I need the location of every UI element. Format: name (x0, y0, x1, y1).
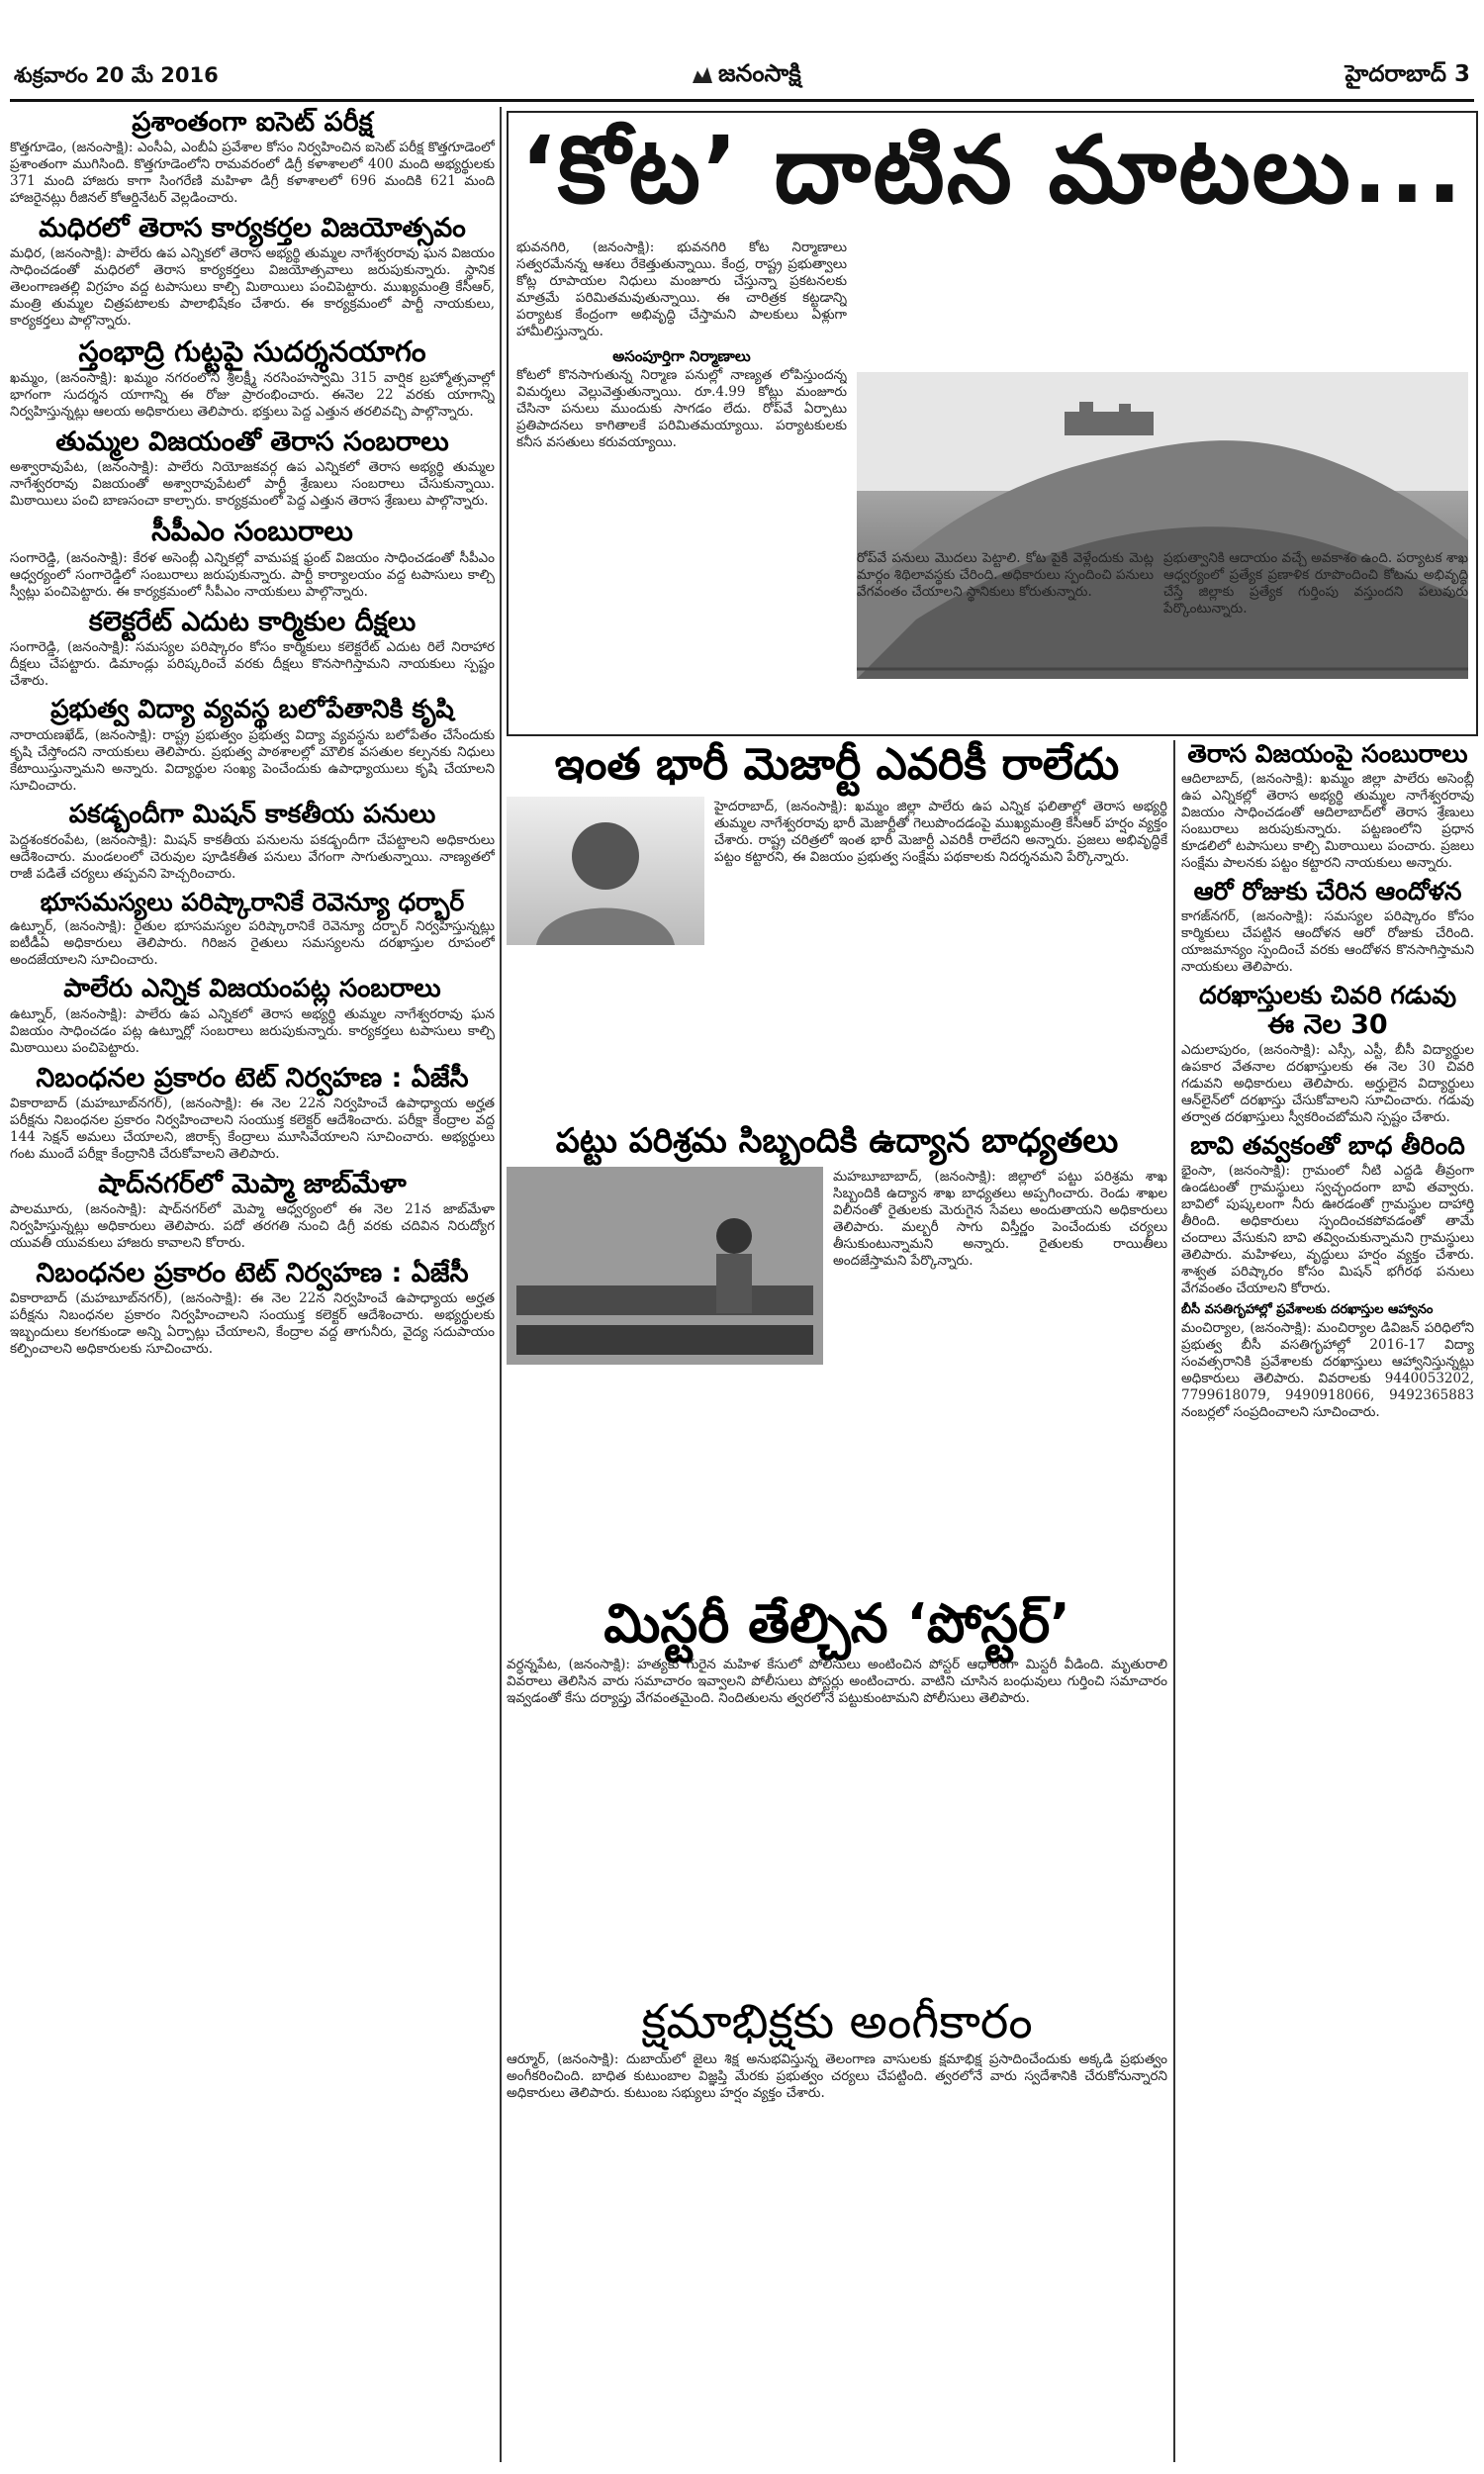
lead-text-column-4 (1163, 548, 1468, 728)
headline: తుమ్మల విజయంతో తెరాస సంబరాలు (55, 427, 449, 458)
story-kcr-majority (507, 740, 1167, 1116)
portrait-image (507, 797, 704, 945)
headline: బీసీ వసతిగృహాల్లో ప్రవేశాలకు దరఖాస్తుల ఆహ్వానం (1181, 1302, 1434, 1318)
story-body: వర్ధన్నపేట, (జనంసాక్షి): హత్యకు గురైన మహిళ కేసులో పోలీసులు అంటించిన పోస్టర్ ఆధారంగా మిస్టరీ వీడింది. మృతురాలి వివరాలు తెలిసిన వారు సమాచారం ఇవ్వాలని పోలీసులు పోస్టర్లు అంటించారు. వాటిని చూసిన బంధువులు గుర్తించి సమాచారం ఇవ్వడంతో కేసు దర్యాప్తు వేగవంతమైంది. నిందితులను త్వరలోనే పట్టుకుంటామని పోలీసులు తెలిపారు. (507, 1657, 1167, 1707)
story-pardon (507, 1995, 1167, 2411)
right-column (1181, 740, 1474, 2462)
headline: తెరాస విజయంపై సంబురాలు (1187, 740, 1468, 768)
story-body: మంచిర్యాల, (జనంసాక్షి): మంచిర్యాల డివిజన్ పరిధిలోని ప్రభుత్వ బీసీ వసతిగృహాల్లో 2016-17 విద్యా సంవత్సరానికి ప్రవేశాలకు దరఖాస్తులు ఆహ్వానిస్తున్నట్లు అధికారులు తెలిపారు. వివరాలకు 9440053202, 7799618079, 9490918066, 9492365883 నంబర్లలో సంప్రదించాలని సూచించారు. (1181, 1319, 1474, 1420)
story-tet-2 (10, 1258, 495, 1358)
headline: పాలేరు ఎన్నిక విజయంపట్ల సంబరాలు (63, 974, 441, 1004)
headline: కలెక్టరేట్ ఎదుట కార్మికుల దీక్షలు (88, 606, 417, 637)
story-sericulture (507, 1122, 1167, 1587)
story-body: వికారాబాద్ (మహబూబ్‌నగర్), (జనంసాక్షి): ఈ నెల 22న నిర్వహించే ఉపాధ్యాయ అర్హత పరీక్షను నిబంధనల ప్రకారం నిర్వహించాలని సంయుక్త కలెక్టర్ ఆదేశించారు. అభ్యర్థులకు ఇబ్బందులు కలగకుండా అన్ని ఏర్పాట్లు చేయాలని, కేంద్రాల వద్ద తాగునీరు, వైద్య సదుపాయం కల్పించాలని అధికారులకు సూచించారు. (10, 1290, 495, 1358)
column-divider (1173, 740, 1175, 2462)
subheadline: ఈ నెల 30 (1267, 1009, 1388, 1041)
lead-body-3: రోప్‌వే పనులు మొదలు పెట్టాలి. కోట పైకి వెళ్లేందుకు మెట్ల మార్గం శిథిలావస్థకు చేరింది. అధికారులు స్పందించి పనులు వేగవంతం చేయాలని స్థానికులు కోరుతున్నారు. (857, 550, 1154, 600)
lead-story-box (507, 111, 1478, 736)
kcr-photo (507, 797, 704, 945)
logo-text: జనంసాక్షి (718, 59, 801, 87)
story-cpm (10, 516, 495, 600)
story-body: ఖమ్మం, (జనంసాక్షి): ఖమ్మం నగరంలోని శ్రీలక్ష్మీ నరసింహస్వామి 315 వార్షిక బ్రహ్మోత్సవాల్లో భాగంగా సుదర్శన యాగాన్ని ఈ రోజు ప్రారంభించారు. ఈనెల 22 వరకు యాగాన్ని నిర్వహిస్తున్నట్లు ఆలయ అధికారులు తెలిపారు. భక్తులు పెద్ద ఎత్తున తరలివచ్చి పాల్గొన్నారు. (10, 370, 495, 421)
story-sudarshana-yagam (10, 335, 495, 421)
story-body: సంగారెడ్డి, (జనంసాక్షి): సమస్యల పరిష్కారం కోసం కార్మికులు కలెక్టరేట్ ఎదుట రిలే నిరాహార దీక్షలు చేపట్టారు. డిమాండ్లు పరిష్కరించే వరకు దీక్షలు కొనసాగిస్తామని నాయకులు స్పష్టం చేశారు. (10, 638, 495, 689)
story-well-digging (1181, 1132, 1474, 1297)
headline: పకడ్బందీగా మిషన్ కాకతీయ పనులు (68, 799, 436, 829)
story-trs-celebration (1181, 740, 1474, 872)
story-body: భైంసా, (జనంసాక్షి): గ్రామంలో నీటి ఎద్దడి తీవ్రంగా ఉండటంతో గ్రామస్థులు స్వచ్ఛందంగా బావి తవ్వారు. బావిలో పుష్కలంగా నీరు ఊరడంతో గ్రామస్థుల దాహార్తి తీరింది. అధికారులు స్పందించకపోవడంతో తామే చందాలు వేసుకుని బావి తవ్వించుకున్నామని గ్రామస్థులు తెలిపారు. మహిళలు, వృద్ధులు హర్షం వ్యక్తం చేశారు. శాశ్వత పరిష్కారం కోసం మిషన్ భగీరథ పనులు వేగవంతం చేయాలని కోరారు. (1181, 1163, 1474, 1297)
headline: పట్టు పరిశ్రమ సిబ్బందికి ఉద్యాన బాధ్యతలు (555, 1122, 1119, 1161)
newspaper-logo (693, 59, 801, 93)
headline: క్షమాభిక్షకు అంగీకారం (641, 1995, 1033, 2049)
story-body: కొత్తగూడెం, (జనంసాక్షి): ఎంసీఏ, ఎంబీఏ ప్రవేశాల కోసం నిర్వహించిన ఐసెట్ పరీక్ష కొత్తగూడెంలో ప్రశాంతంగా ముగిసింది. కొత్తగూడెంలోని రామవరంలో డిగ్రీ కళాశాలలో 400 మంది అభ్యర్థులకు 371 మంది హాజరు కాగా సింగరేణి మహిళా డిగ్రీ కళాశాలలో 696 మందికి 621 మంది హాజరైనట్లు రీజినల్ కోఆర్డినేటర్ వెల్లడించారు. (10, 140, 495, 207)
headline: భూసమస్యలు పరిష్కారానికే రెవెన్యూ ధర్బార్ (40, 887, 465, 916)
story-body: నారాయణఖేడ్, (జనంసాక్షి): రాష్ట్ర ప్రభుత్వం ప్రభుత్వ విద్యా వ్యవస్థను బలోపేతం చేసేందుకు కృషి చేస్తోందని నాయకులు తెలిపారు. ప్రభుత్వ పాఠశాలల్లో మౌలిక వసతుల కల్పనకు నిధులు కేటాయిస్తున్నామని అన్నారు. విద్యార్థుల సంఖ్య పెంచేందుకు ఉపాధ్యాయులు కృషి చేయాలని సూచించారు. (10, 726, 495, 794)
story-body: ఉట్నూర్, (జనంసాక్షి): పాలేరు ఉప ఎన్నికలో తెరాస అభ్యర్థి తుమ్మల నాగేశ్వరరావు ఘన విజయం సాధించడం పట్ల ఉట్నూర్లో సంబరాలు జరుపుకున్నారు. కార్యకర్తలు టపాసులు కాల్చి మిఠాయిలు పంచిపెట్టారు. (10, 1006, 495, 1057)
lead-text-column-1 (516, 238, 847, 728)
headline: దరఖాస్తులకు చివరి గడువు (1198, 980, 1457, 1009)
lead-body-4: ప్రభుత్వానికి ఆదాయం వచ్చే అవకాశం ఉంది. పర్యాటక శాఖ ఆధ్వర్యంలో ప్రత్యేక ప్రణాళిక రూపొందించి కోటను అభివృద్ధి చేస్తే జిల్లాకు ప్రత్యేక గుర్తింపు వస్తుందని పలువురు పేర్కొంటున్నారు. (1163, 550, 1468, 617)
story-body: ఉట్నూర్, (జనంసాక్షి): రైతుల భూసమస్యల పరిష్కారానికే రెవెన్యూ దర్బార్ నిర్వహిస్తున్నట్లు ఐటీడీఏ అధికారులు తెలిపారు. గిరిజన రైతులు సమస్యలను దరఖాస్తుల రూపంలో అందజేయాలని సూచించారు. (10, 918, 495, 969)
headline: సీపీఎం సంబురాలు (151, 515, 353, 548)
story-protest-day-six (1181, 878, 1474, 976)
headline: షాద్‌నగర్‌లో మెప్మా జాబ్‌మేళా (98, 1169, 407, 1200)
story-madhira (10, 213, 495, 330)
issue-date: శుక్రవారం 20 మే 2016 (14, 63, 219, 87)
headline: స్తంభాద్రి గుట్టపై సుదర్శనయాగం (78, 334, 426, 369)
story-body: ఆర్మూర్, (జనంసాక్షి): దుబాయ్‌లో జైలు శిక్ష అనుభవిస్తున్న తెలంగాణ వాసులకు క్షమాభిక్ష ప్రసాదించేందుకు అక్కడి ప్రభుత్వం అంగీకరించింది. బాధిత కుటుంబాల విజ్ఞప్తి మేరకు ప్రభుత్వం చర్యలు చేపట్టింది. త్వరలోనే వారు స్వదేశానికి చేరుకోనున్నారని అధికారులు తెలిపారు. కుటుంబ సభ్యులు హర్షం వ్యక్తం చేశారు. (507, 2051, 1167, 2102)
headline: నిబంధనల ప్రకారం టెట్ నిర్వహణ : ఏజేసీ (36, 1258, 469, 1289)
story-body: హైదరాబాద్, (జనంసాక్షి): ఖమ్మం జిల్లా పాలేరు ఉప ఎన్నిక ఫలితాల్లో తెరాస అభ్యర్థి తుమ్మల నాగేశ్వరరావు భారీ మెజార్టీతో గెలుపొందడంపై ముఖ్యమంత్రి కేసీఆర్ హర్షం వ్యక్తం చేశారు. రాష్ట్ర చరిత్రలో ఇంత భారీ మెజార్టీ ఎవరికీ రాలేదని అన్నారు. ప్రజలు అభివృద్ధికే పట్టం కట్టారని, ఈ విజయం ప్రభుత్వ సంక్షేమ పథకాలకు నిదర్శనమని పేర్కొన్నారు. (714, 798, 1167, 865)
center-column (507, 740, 1167, 2462)
column-divider (500, 107, 502, 2462)
story-job-mela (10, 1169, 495, 1252)
story-tummala-vijayam (10, 427, 495, 510)
story-body: పాలమూరు, (జనంసాక్షి): షాద్‌నగర్‌లో మెప్మా ఆధ్వర్యంలో ఈ నెల 21న జాబ్‌మేళా నిర్వహిస్తున్నట్లు అధికారులు తెలిపారు. పదో తరగతి నుంచి డిగ్రీ వరకు చదివిన నిరుద్యోగ యువతీ యువకులు హాజరు కావాలని కోరారు. (10, 1201, 495, 1252)
headline: ఆరో రోజుకు చేరిన ఆందోళన (1193, 876, 1462, 905)
story-body: మధిర, (జనంసాక్షి): పాలేరు ఉప ఎన్నికలో తెరాస అభ్యర్థి తుమ్మల నాగేశ్వరరావు ఘన విజయం సాధించడంతో మధిరలో తెరాస కార్యకర్తలు విజయోత్సవాలు జరుపుకున్నారు. స్థానిక తెలంగాణతల్లి విగ్రహం వద్ద టపాసులు కాల్చి మిఠాయిలు పంచిపెట్టారు. ముఖ్యమంత్రి కేసీఆర్, మంత్రి తుమ్మల చిత్రపటాలకు పాలాభిషేకం చేశారు. ఈ కార్యక్రమంలో పార్టీ నాయకులు, కార్యకర్తలు పాల్గొన్నారు. (10, 245, 495, 330)
story-bc-hostels (1181, 1303, 1474, 1421)
lead-headline: ‘కోట’ దాటిన మాటలు... (520, 117, 1464, 225)
page-city-number: హైదరాబాద్ 3 (1345, 61, 1470, 87)
story-revenue-darbar (10, 889, 495, 970)
story-body: సంగారెడ్డి, (జనంసాక్షి): కేరళ అసెంబ్లీ ఎన్నికల్లో వామపక్ష ఫ్రంట్ విజయం సాధించడంతో సీపీఎం ఆధ్వర్యంలో సంగారెడ్డిలో సంబురాలు జరుపుకున్నారు. పార్టీ కార్యాలయం వద్ద టపాసులు కాల్చి స్వీట్లు పంచిపెట్టారు. ఈ కార్యక్రమంలో సీపీఎం నాయకులు పాల్గొన్నారు. (10, 549, 495, 600)
masthead (0, 0, 1484, 105)
story-body: ఎదులాపురం, (జనంసాక్షి): ఎస్సీ, ఎస్టీ, బీసీ విద్యార్థుల ఉపకార వేతనాల దరఖాస్తులకు ఈ నెల 30 చివరి గడువని అధికారులు తెలిపారు. అర్హులైన విద్యార్థులు ఆన్‌లైన్‌లో దరఖాస్తు చేసుకోవాలని సూచించారు. గడువు తర్వాత దరఖాస్తులు స్వీకరించబోమని స్పష్టం చేశారు. (1181, 1042, 1474, 1126)
story-paleru-sambaralu (10, 975, 495, 1057)
story-tet-1 (10, 1063, 495, 1163)
story-body: అశ్వారావుపేట, (జనంసాక్షి): పాలేరు నియోజకవర్గ ఉప ఎన్నికలో తెరాస అభ్యర్థి తుమ్మల నాగేశ్వరరావు విజయంతో అశ్వారావుపేటలో పార్టీ శ్రేణులు సంబరాలు చేసుకున్నాయి. మిఠాయిలు పంచి బాణసంచా కాల్చారు. కార్యక్రమంలో పెద్ద ఎత్తున తెరాస శ్రేణులు పాల్గొన్నారు. (10, 459, 495, 510)
story-collectorate-deeksha (10, 607, 495, 690)
headline: మధిరలో తెరాస కార్యకర్తల విజయోత్సవం (39, 213, 466, 244)
lead-body-1: భువనగిరి, (జనంసాక్షి): భువనగిరి కోట నిర్మాణాలు సత్వరమేనన్న ఆశలు రేకెత్తుతున్నాయి. కేంద్ర, రాష్ట్ర ప్రభుత్వాలు కోట్ల రూపాయల నిధులు మంజూరు చేస్తున్నా ప్రకటనలకు మాత్రమే పరిమితమవుతున్నాయి. ఈ చారిత్రక కట్టడాన్ని పర్యాటక కేంద్రంగా అభివృద్ధి చేస్తామని పాలకులు ఏళ్లుగా హామీలిస్తున్నారు. (516, 239, 847, 339)
story-application-deadline (1181, 982, 1474, 1127)
story-poster-mystery (507, 1593, 1167, 1989)
lead-text-column-3 (857, 548, 1154, 728)
masthead-rule (10, 99, 1474, 102)
left-column (10, 107, 495, 2462)
sericulture-photo (507, 1167, 823, 1365)
headline: మిస్టరీ తేల్చిన ‘పోస్టర్’ (603, 1593, 1070, 1655)
logo-icon (693, 65, 712, 83)
lead-subhead: అసంపూర్తిగా నిర్మాణాలు (612, 347, 751, 365)
story-mission-kakatiya (10, 801, 495, 883)
story-icet (10, 107, 495, 207)
story-body: పెద్దశంకరంపేట, (జనంసాక్షి): మిషన్ కాకతీయ పనులను పకడ్బందీగా చేపట్టాలని అధికారులు ఆదేశించారు. మండలంలో చెరువుల పూడికతీత పనులు వేగంగా సాగుతున్నాయి. నాణ్యతలో రాజీ పడితే చర్యలు తప్పవని హెచ్చరించారు. (10, 831, 495, 882)
story-body: వికారాబాద్ (మహబూబ్‌నగర్), (జనంసాక్షి): ఈ నెల 22న నిర్వహించే ఉపాధ్యాయ అర్హత పరీక్షను నిబంధనల ప్రకారం నిర్వహించాలని సంయుక్త కలెక్టర్ ఆదేశించారు. పరీక్షా కేంద్రాల వద్ద 144 సెక్షన్ అమలు చేయాలని, జిరాక్స్ కేంద్రాలు మూసివేయాలని సూచించారు. అభ్యర్థులు గంట ముందే పరీక్షా కేంద్రానికి చేరుకోవాలని తెలిపారు. (10, 1095, 495, 1163)
story-education (10, 696, 495, 795)
headline: బావి తవ్వకంతో బాధ తీరింది (1190, 1131, 1465, 1161)
silkworm-rearing-image (507, 1167, 823, 1365)
story-body: మహబూబాబాద్, (జనంసాక్షి): జిల్లాలో పట్టు పరిశ్రమ శాఖ సిబ్బందికి ఉద్యాన శాఖ బాధ్యతలు అప్పగించారు. రెండు శాఖల విలీనంతో రైతులకు మెరుగైన సేవలు అందుతాయని అధికారులు తెలిపారు. మల్బరీ సాగు విస్తీర్ణం పెంచేందుకు చర్యలు తీసుకుంటున్నామని అన్నారు. రైతులకు రాయితీలు అందజేస్తామని పేర్కొన్నారు. (833, 1169, 1167, 1270)
lead-body-2: కోటలో కొనసాగుతున్న నిర్మాణ పనుల్లో నాణ్యత లోపిస్తుందన్న విమర్శలు వెల్లువెత్తుతున్నాయి. రూ.4.99 కోట్లు మంజూరు చేసినా పనులు ముందుకు సాగడం లేదు. రోప్‌వే ఏర్పాటు ప్రతిపాదనలు కాగితాలకే పరిమితమయ్యాయి. పర్యాటకులకు కనీస వసతులు కరువయ్యాయి. (516, 367, 847, 451)
headline: ప్రశాంతంగా ఐసెట్ పరీక్ష (132, 107, 373, 138)
headline: నిబంధనల ప్రకారం టెట్ నిర్వహణ : ఏజేసీ (36, 1063, 469, 1094)
story-body: ఆదిలాబాద్, (జనంసాక్షి): ఖమ్మం జిల్లా పాలేరు అసెంబ్లీ ఉప ఎన్నికల్లో తెరాస అభ్యర్థి తుమ్మల నాగేశ్వరరావు విజయం సాధించడంతో ఆదిలాబాద్‌లో తెరాస శ్రేణులు సంబురాలు జరుపుకున్నారు. పట్టణంలోని ప్రధాన కూడలిలో టపాసులు కాల్చి మిఠాయిలు పంచారు. ప్రజలు సంక్షేమ పాలనకు పట్టం కట్టారని నాయకులు అన్నారు. (1181, 770, 1474, 871)
headline: ప్రభుత్వ విద్యా వ్యవస్థ బలోపేతానికి కృషి (50, 694, 454, 724)
headline: ఇంత భారీ మెజార్టీ ఎవరికీ రాలేదు (554, 740, 1120, 790)
story-body: కాగజ్‌నగర్, (జనంసాక్షి): సమస్యల పరిష్కారం కోసం కార్మికులు చేపట్టిన ఆందోళన ఆరో రోజుకు చేరింది. యాజమాన్యం స్పందించే వరకు ఆందోళన కొనసాగిస్తామని నాయకులు తెలిపారు. (1181, 907, 1474, 975)
